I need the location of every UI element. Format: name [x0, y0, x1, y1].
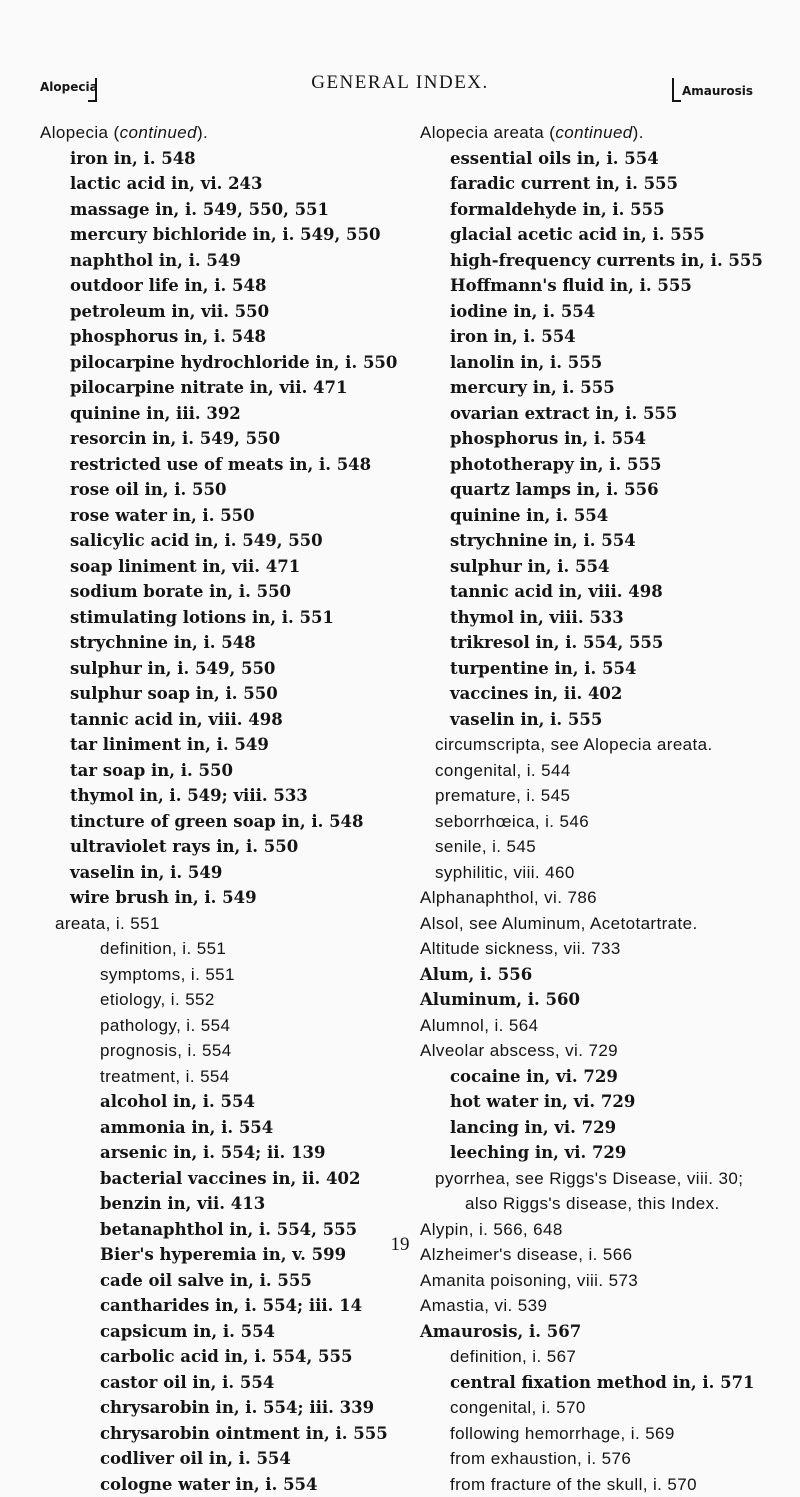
- index-entry: phototherapy in, i. 555: [420, 452, 800, 478]
- right-guide-bracket: [672, 78, 681, 102]
- index-entry: sodium borate in, i. 550: [40, 579, 400, 605]
- index-entry: prognosis, i. 554: [40, 1038, 400, 1064]
- index-entry: essential oils in, i. 554: [420, 146, 800, 172]
- index-column-left: [40, 120, 400, 1497]
- index-entry: Alveolar abscess, vi. 729: [420, 1038, 800, 1064]
- index-entry: quinine in, iii. 392: [40, 401, 400, 427]
- index-entry: naphthol in, i. 549: [40, 248, 400, 274]
- index-entry: trikresol in, i. 554, 555: [420, 630, 800, 656]
- index-entry: strychnine in, i. 554: [420, 528, 800, 554]
- index-entry: massage in, i. 549, 550, 551: [40, 197, 400, 223]
- index-entry: Alum, i. 556: [420, 962, 800, 988]
- index-entry: chrysarobin ointment in, i. 555: [40, 1421, 400, 1447]
- index-entry: sulphur soap in, i. 550: [40, 681, 400, 707]
- index-entry: Amastia, vi. 539: [420, 1293, 800, 1319]
- index-entry: definition, i. 551: [40, 936, 400, 962]
- index-entry: cologne water in, i. 554: [40, 1472, 400, 1497]
- index-entry: Alypin, i. 566, 648: [420, 1217, 800, 1243]
- index-entry: from fracture of the skull, i. 570: [420, 1472, 800, 1497]
- index-entry: iron in, i. 548: [40, 146, 400, 172]
- index-entry: vaselin in, i. 555: [420, 707, 800, 733]
- index-entry: tincture of green soap in, i. 548: [40, 809, 400, 835]
- index-entry: areata, i. 551: [40, 911, 400, 937]
- index-entry: also Riggs's disease, this Index.: [420, 1191, 800, 1217]
- index-entry: quartz lamps in, i. 556: [420, 477, 800, 503]
- index-entry: premature, i. 545: [420, 783, 800, 809]
- index-entry: Bier's hyperemia in, v. 599: [40, 1242, 400, 1268]
- index-entry: definition, i. 567: [420, 1344, 800, 1370]
- index-entry: betanaphthol in, i. 554, 555: [40, 1217, 400, 1243]
- index-entry: formaldehyde in, i. 555: [420, 197, 800, 223]
- index-entry: from exhaustion, i. 576: [420, 1446, 800, 1472]
- index-entry: Alphanaphthol, vi. 786: [420, 885, 800, 911]
- index-entry: turpentine in, i. 554: [420, 656, 800, 682]
- index-entry: lactic acid in, vi. 243: [40, 171, 400, 197]
- index-entry: pathology, i. 554: [40, 1013, 400, 1039]
- index-entry: glacial acetic acid in, i. 555: [420, 222, 800, 248]
- index-entry: quinine in, i. 554: [420, 503, 800, 529]
- index-entry: ultraviolet rays in, i. 550: [40, 834, 400, 860]
- index-entry: circumscripta, see Alopecia areata.: [420, 732, 800, 758]
- index-entry: symptoms, i. 551: [40, 962, 400, 988]
- index-entry: rose water in, i. 550: [40, 503, 400, 529]
- index-entry: lanolin in, i. 555: [420, 350, 800, 376]
- index-entry: Aluminum, i. 560: [420, 987, 800, 1013]
- index-column-right: [420, 120, 800, 1497]
- index-entry: tar liniment in, i. 549: [40, 732, 400, 758]
- index-entry: Hoffmann's fluid in, i. 555: [420, 273, 800, 299]
- index-entry: Alopecia areata (continued).: [420, 120, 800, 146]
- index-entry: Alzheimer's disease, i. 566: [420, 1242, 800, 1268]
- index-entry: central fixation method in, i. 571: [420, 1370, 800, 1396]
- index-entry: cantharides in, i. 554; iii. 14: [40, 1293, 400, 1319]
- index-entry: phosphorus in, i. 554: [420, 426, 800, 452]
- index-entry: sulphur in, i. 554: [420, 554, 800, 580]
- index-entry: senile, i. 545: [420, 834, 800, 860]
- index-entry: Altitude sickness, vii. 733: [420, 936, 800, 962]
- index-entry: bacterial vaccines in, ii. 402: [40, 1166, 400, 1192]
- index-entry: strychnine in, i. 548: [40, 630, 400, 656]
- index-entry: hot water in, vi. 729: [420, 1089, 800, 1115]
- index-entry: congenital, i. 570: [420, 1395, 800, 1421]
- index-entry: mercury bichloride in, i. 549, 550: [40, 222, 400, 248]
- running-title: GENERAL INDEX.: [0, 72, 800, 94]
- index-entry: thymol in, viii. 533: [420, 605, 800, 631]
- index-entry: tannic acid in, viii. 498: [40, 707, 400, 733]
- index-entry: capsicum in, i. 554: [40, 1319, 400, 1345]
- index-entry: following hemorrhage, i. 569: [420, 1421, 800, 1447]
- index-entry: tar soap in, i. 550: [40, 758, 400, 784]
- left-guide-word: Alopecia: [40, 80, 98, 94]
- index-entry: alcohol in, i. 554: [40, 1089, 400, 1115]
- index-entry: Amaurosis, i. 567: [420, 1319, 800, 1345]
- index-entry: thymol in, i. 549; viii. 533: [40, 783, 400, 809]
- index-entry: rose oil in, i. 550: [40, 477, 400, 503]
- index-entry: leeching in, vi. 729: [420, 1140, 800, 1166]
- index-entry: pilocarpine nitrate in, vii. 471: [40, 375, 400, 401]
- index-entry: Amanita poisoning, viii. 573: [420, 1268, 800, 1294]
- index-entry: castor oil in, i. 554: [40, 1370, 400, 1396]
- index-entry: cocaine in, vi. 729: [420, 1064, 800, 1090]
- right-guide-word: Amaurosis: [682, 84, 753, 98]
- index-entry: vaselin in, i. 549: [40, 860, 400, 886]
- index-entry: sulphur in, i. 549, 550: [40, 656, 400, 682]
- index-entry: ammonia in, i. 554: [40, 1115, 400, 1141]
- index-entry: restricted use of meats in, i. 548: [40, 452, 400, 478]
- index-entry: high-frequency currents in, i. 555: [420, 248, 800, 274]
- index-entry: salicylic acid in, i. 549, 550: [40, 528, 400, 554]
- index-entry: wire brush in, i. 549: [40, 885, 400, 911]
- index-entry: vaccines in, ii. 402: [420, 681, 800, 707]
- index-entry: pyorrhea, see Riggs's Disease, viii. 30;: [420, 1166, 800, 1192]
- index-entry: iron in, i. 554: [420, 324, 800, 350]
- index-entry: codliver oil in, i. 554: [40, 1446, 400, 1472]
- index-entry: seborrhœica, i. 546: [420, 809, 800, 835]
- index-entry: chrysarobin in, i. 554; iii. 339: [40, 1395, 400, 1421]
- index-entry: treatment, i. 554: [40, 1064, 400, 1090]
- index-entry: Alopecia (continued).: [40, 120, 400, 146]
- index-entry: benzin in, vii. 413: [40, 1191, 400, 1217]
- index-entry: tannic acid in, viii. 498: [420, 579, 800, 605]
- index-entry: petroleum in, vii. 550: [40, 299, 400, 325]
- index-entry: congenital, i. 544: [420, 758, 800, 784]
- index-entry: pilocarpine hydrochloride in, i. 550: [40, 350, 400, 376]
- index-entry: iodine in, i. 554: [420, 299, 800, 325]
- index-entry: Alumnol, i. 564: [420, 1013, 800, 1039]
- index-entry: lancing in, vi. 729: [420, 1115, 800, 1141]
- index-entry: etiology, i. 552: [40, 987, 400, 1013]
- index-entry: phosphorus in, i. 548: [40, 324, 400, 350]
- page-number: 19: [0, 1234, 800, 1256]
- index-entry: faradic current in, i. 555: [420, 171, 800, 197]
- index-entry: outdoor life in, i. 548: [40, 273, 400, 299]
- index-entry: cade oil salve in, i. 555: [40, 1268, 400, 1294]
- index-entry: soap liniment in, vii. 471: [40, 554, 400, 580]
- index-entry: mercury in, i. 555: [420, 375, 800, 401]
- index-entry: arsenic in, i. 554; ii. 139: [40, 1140, 400, 1166]
- index-entry: syphilitic, viii. 460: [420, 860, 800, 886]
- index-entry: Alsol, see Aluminum, Acetotartrate.: [420, 911, 800, 937]
- continued-note: continued: [555, 123, 632, 142]
- index-entry: resorcin in, i. 549, 550: [40, 426, 400, 452]
- index-entry: carbolic acid in, i. 554, 555: [40, 1344, 400, 1370]
- index-entry: ovarian extract in, i. 555: [420, 401, 800, 427]
- index-entry: stimulating lotions in, i. 551: [40, 605, 400, 631]
- continued-note: continued: [120, 123, 197, 142]
